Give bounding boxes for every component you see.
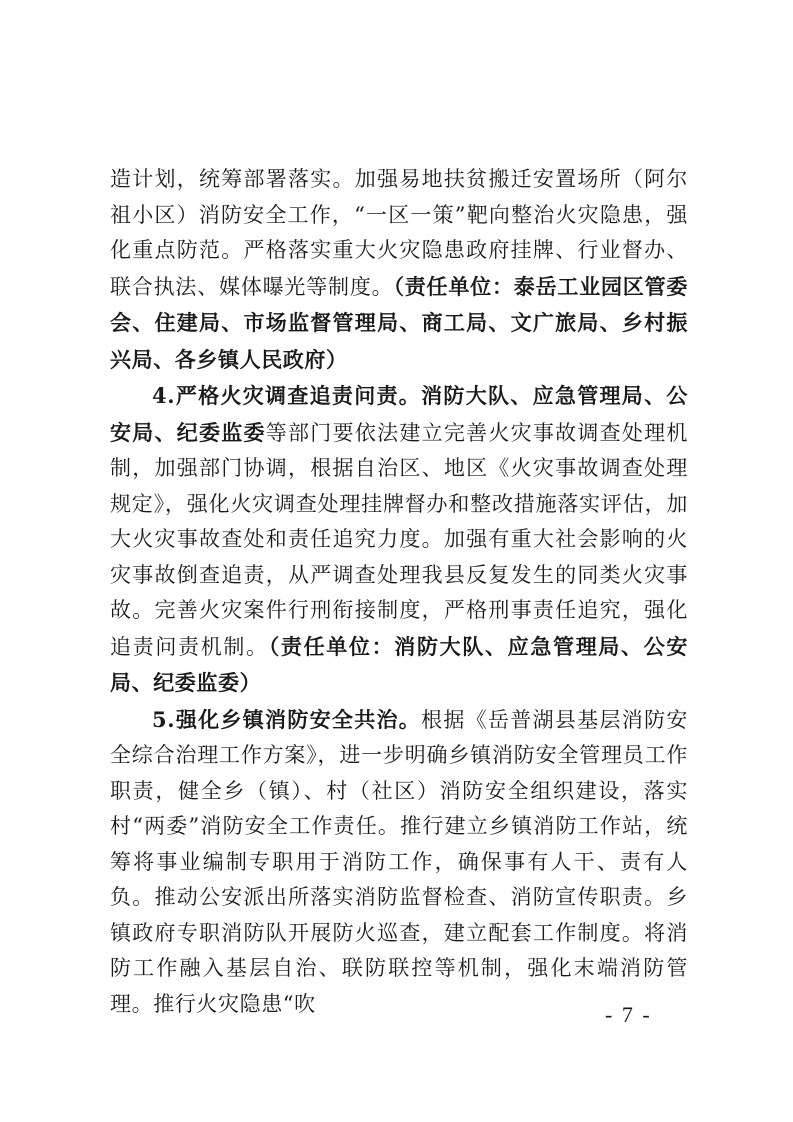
paragraph-1-text: 造计划，统筹部署落实。加强易地扶贫搬迁安置场所（阿尔祖小区）消防安全工作，“一区一策”靶向整治火灾隐患，强化重点防范。严格落实重大火灾隐患政府挂牌、行业督办、联合执法、媒体曝光等制度。 <box>110 167 688 299</box>
paragraph-3-text: 根据《岳普湖县基层消防安全综合治理工作方案》，进一步明确乡镇消防安全管理员工作职责，健全乡（镇）、村（社区）消防安全组织建设，落实村“两委”消防安全工作责任。推行建立乡镇消防工作站，统筹将事业编制专职用于消防工作，确保事有人干、责有人负。推动公安派出所落实消防监督检查、消防宣传职责。乡镇政府专职消防队开展防火巡查，建立配套工作制度。将消防工作融入基层自治、联防联控等机制，强化末端消防管理。推行火灾隐患“吹 <box>110 707 688 1016</box>
paragraph-2-text: 等部门要依法建立完善火灾事故调查处理机制，加强部门协调，根据自治区、地区《火灾事故调查处理规定》，强化火灾调查处理挂牌督办和整改措施落实评估，加大火灾事故查处和责任追究力度。加强有重大社会影响的火灾事故倒查追责，从严调查处理我县反复发生的同类火灾事故。完善火灾案件行刑衔接制度，严格刑事责任追究，强化追责问责机制。 <box>110 420 688 659</box>
section-heading-5: 5.强化乡镇消防安全共治。 <box>152 706 422 732</box>
paragraph-3 <box>110 702 688 1023</box>
page-number: - 7 - <box>605 1002 652 1027</box>
responsible-units-4: （责任单位：消防大队、应急管理局、公安局、纪委监委） <box>110 633 688 695</box>
responsible-units-1: （责任单位：泰岳工业园区管委会、住建局、市场监督管理局、商工局、文广旅局、乡村振兴局、各乡镇人民政府） <box>110 273 688 372</box>
body-text <box>110 162 688 1022</box>
paragraph-2 <box>110 378 688 702</box>
section-heading-4: 4.严格火灾调查追责问责。消防大队、应急管理局、公安局、纪委监委 <box>110 383 688 445</box>
paragraph-1 <box>110 162 688 378</box>
